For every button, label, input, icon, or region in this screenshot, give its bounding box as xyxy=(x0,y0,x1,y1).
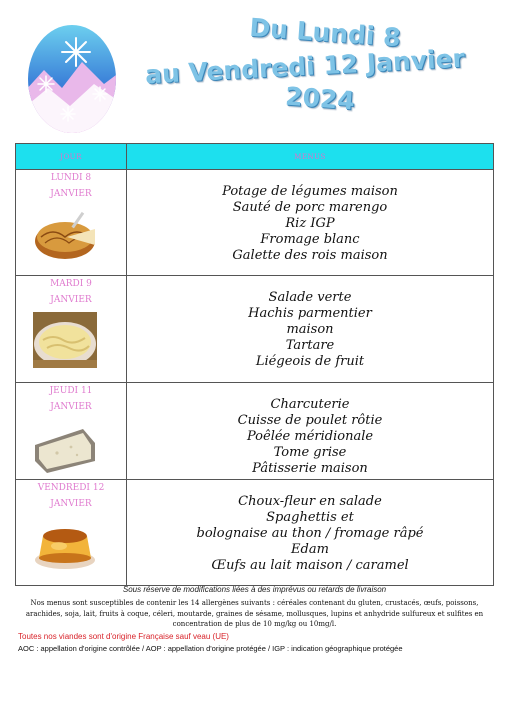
header-menus: MENUS xyxy=(127,144,494,170)
dish-item: Galette des rois maison xyxy=(232,248,388,263)
day-month: JANVIER xyxy=(50,295,92,305)
title-line-1: Du Lundi 8 xyxy=(248,12,402,53)
title-line-3: 2024 xyxy=(284,81,356,116)
tome-cheese-image xyxy=(33,421,97,477)
dish-item: Spaghettis et xyxy=(266,510,354,525)
day-name: VENDREDI 12 xyxy=(37,483,105,493)
dish-item: Cuisse de poulet rôtie xyxy=(237,413,383,428)
quality-labels-note: AOC : appellation d'origine contrôlée / AOP : appellation d'origine protégée / IGP : indication géographique protégée xyxy=(18,644,403,653)
dish-item: Charcuterie xyxy=(270,397,350,412)
delivery-disclaimer: Sous réserve de modifications liées à des imprévus ou retards de livraison xyxy=(122,585,387,594)
dish-item: maison xyxy=(286,322,334,337)
dish-item: Riz IGP xyxy=(285,216,335,231)
dish-item: Poêlée méridionale xyxy=(246,429,374,444)
dish-item: Pâtisserie maison xyxy=(252,461,368,476)
day-name: MARDI 9 xyxy=(50,279,92,289)
day-cell-monday xyxy=(16,170,127,276)
dish-item: Fromage blanc xyxy=(260,232,360,247)
allergens-note: Nos menus sont susceptibles de contenir les 14 allergènes suivants : céréales contenant du gluten, crustacés, œufs, poissons, arachides, soja, lait, fruits à coque, céleri, moutarde, graines de sésame, mollusques, lupins et anhydride sulfureux et sulfites en concentration de plus de 10 mg/kg ou 10mg/l. xyxy=(25,599,484,628)
table-header-row xyxy=(16,144,494,170)
header-day: JOUR xyxy=(16,144,127,170)
day-month: JANVIER xyxy=(50,499,92,509)
title-line-2: au Vendredi 12 Janvier xyxy=(144,43,466,90)
table-row xyxy=(16,383,494,480)
dish-item: Liégeois de fruit xyxy=(255,354,365,369)
dish-item: Potage de légumes maison xyxy=(222,184,398,199)
page-title xyxy=(130,12,480,116)
galette-des-rois-image xyxy=(33,207,97,263)
table-row xyxy=(16,276,494,383)
dish-item: Choux-fleur en salade xyxy=(238,494,382,509)
day-name: LUNDI 8 xyxy=(50,173,92,183)
dishes-cell-tuesday xyxy=(127,276,494,383)
day-name: JEUDI 11 xyxy=(49,386,93,396)
dishes-cell-thursday xyxy=(127,383,494,480)
dish-item: bolognaise au thon / fromage râpé xyxy=(196,526,424,541)
day-month: JANVIER xyxy=(50,402,92,412)
menu-table xyxy=(15,143,494,586)
day-cell-friday xyxy=(16,480,127,586)
dishes-cell-monday xyxy=(127,170,494,276)
day-cell-thursday xyxy=(16,383,127,480)
dish-item: Tartare xyxy=(285,338,335,353)
creme-caramel-image xyxy=(33,516,97,572)
dish-item: Salade verte xyxy=(268,290,352,305)
winter-snowflake-logo xyxy=(24,22,120,136)
meat-origin-note: Toutes nos viandes sont d'origine Française sauf veau (UE) xyxy=(18,632,229,641)
hachis-parmentier-image xyxy=(33,312,97,368)
table-row xyxy=(16,170,494,276)
dish-item: Œufs au lait maison / caramel xyxy=(211,558,409,573)
dish-item: Sauté de porc marengo xyxy=(232,200,388,215)
dish-item: Tome grise xyxy=(273,445,347,460)
dishes-cell-friday xyxy=(127,480,494,586)
day-cell-tuesday xyxy=(16,276,127,383)
dish-item: Hachis parmentier xyxy=(248,306,372,321)
day-month: JANVIER xyxy=(50,189,92,199)
table-row xyxy=(16,480,494,586)
dish-item: Edam xyxy=(291,542,329,557)
